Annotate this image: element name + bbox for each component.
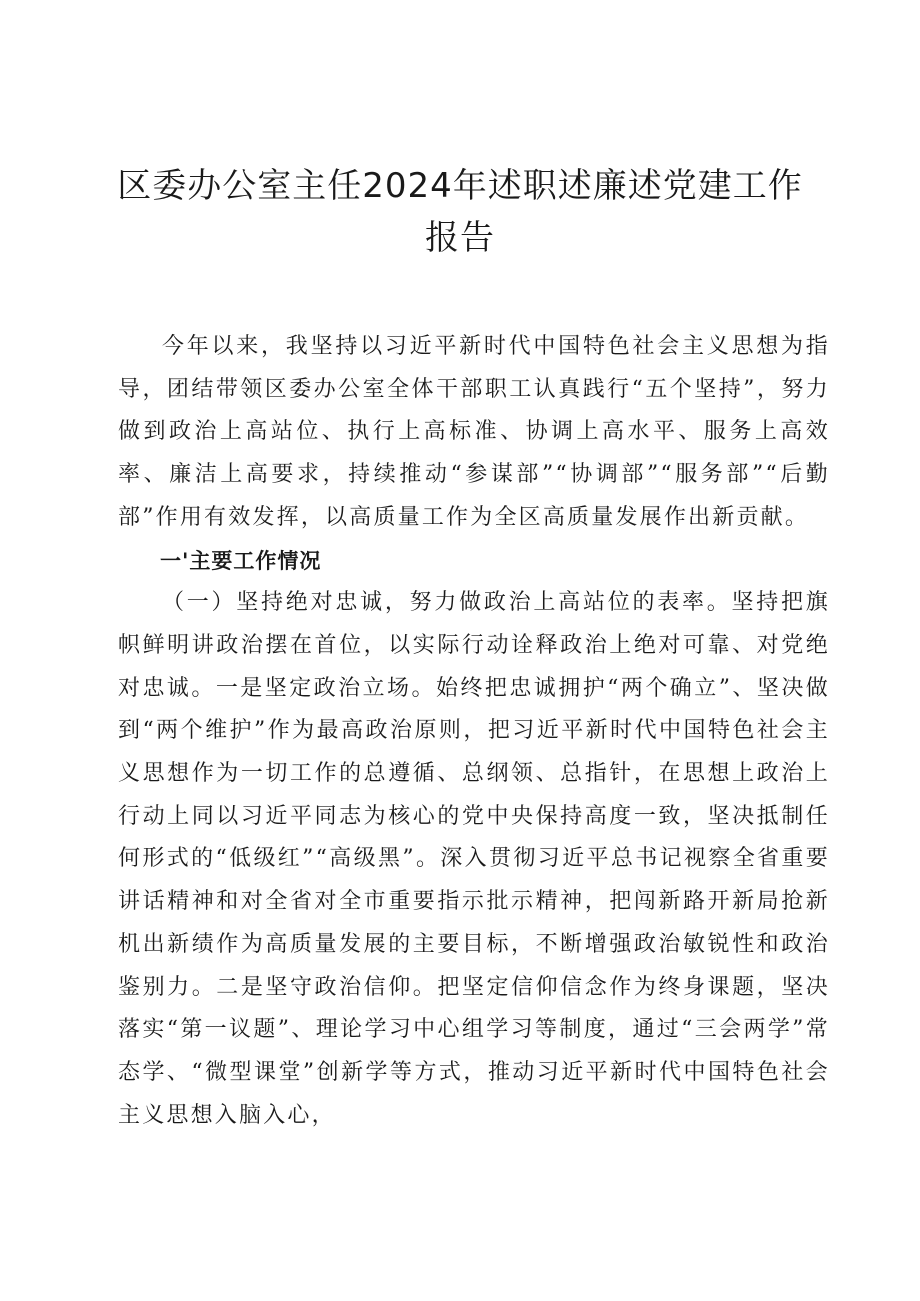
section-paragraph: （一）坚持绝对忠诚，努力做政治上高站位的表率。坚持把旗帜鲜明讲政治摆在首位，以实际行动诠释政治上绝对可靠、对党绝对忠诚。一是坚定政治立场。始终把忠诚拥护“两个确立”、坚决做到“两个维护”作为最高政治原则，把习近平新时代中国特色社会主义思想作为一切工作的总遵循、总纲领、总指针，在思想上政治上行动上同以习近平同志为核心的党中央保持高度一致，坚决抵制任何形式的“低级红”“高级黑”。深入贯彻习近平总书记视察全省重要讲话精神和对全省对全市重要指示批示精神，把闯新路开新局抢新机出新绩作为高质量发展的主要目标，不断增强政治敏锐性和政治鉴别力。二是坚守政治信仰。把坚定信仰信念作为终身课题，坚决落实“第一议题”、理论学习中心组学习等制度，通过“三会两学”常态学、“微型课堂”创新学等方式，推动习近平新时代中国特色社会主义思想入脑入心， bbox=[118, 590, 830, 1128]
document-title: 区委办公室主任2024年述职述廉述党建工作报告 bbox=[117, 166, 803, 258]
document-body bbox=[118, 326, 830, 1137]
section-heading: 一'主要工作情况 bbox=[160, 548, 322, 573]
intro-paragraph: 今年以来，我坚持以习近平新时代中国特色社会主义思想为指导，团结带领区委办公室全体干部职工认真践行“五个坚持”，努力做到政治上高站位、执行上高标准、协调上高水平、服务上高效率、廉洁上高要求，持续推动“参谋部”“协调部”“服务部”“后勤部”作用有效发挥，以高质量工作为全区高质量发展作出新贡献。 bbox=[118, 334, 830, 530]
